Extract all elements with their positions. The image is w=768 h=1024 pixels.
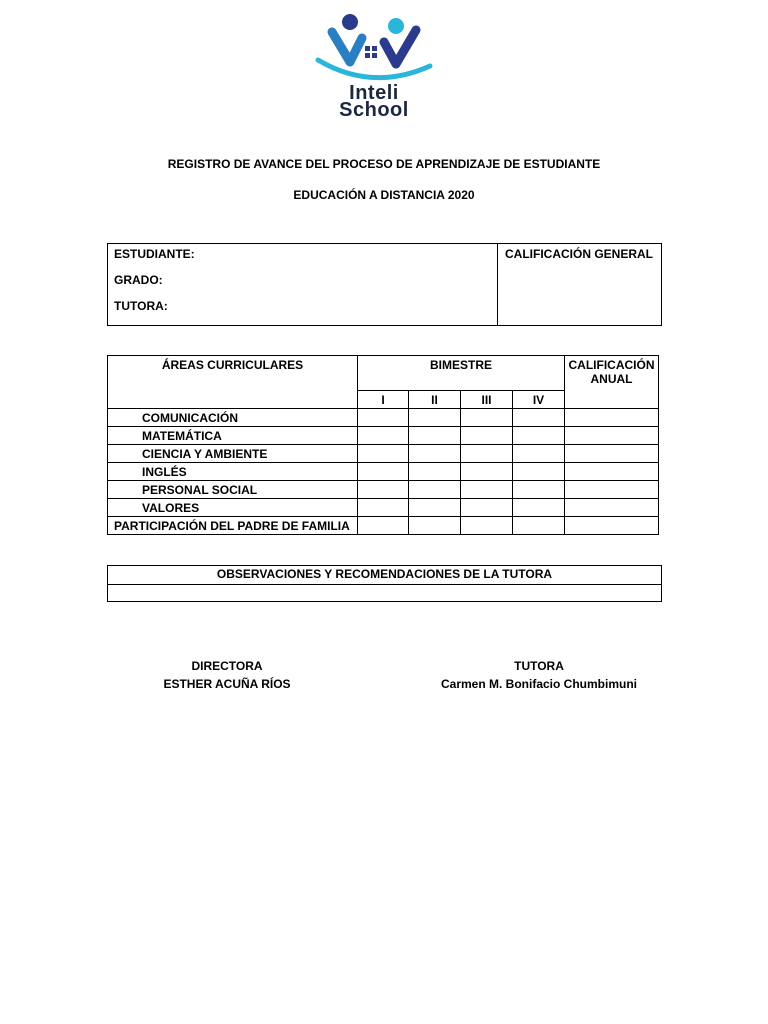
student-info-divider bbox=[497, 243, 498, 326]
table-row bbox=[108, 445, 659, 463]
grade-cell bbox=[358, 409, 409, 427]
area-name: PARTICIPACIÓN DEL PADRE DE FAMILIA bbox=[108, 517, 358, 535]
grade-cell bbox=[461, 409, 513, 427]
bimestre-col-1: I bbox=[358, 391, 409, 409]
observations-box bbox=[107, 565, 662, 602]
grade-cell bbox=[513, 409, 565, 427]
areas-header: ÁREAS CURRICULARES bbox=[108, 356, 358, 409]
grades-table bbox=[107, 355, 659, 535]
tutor-label: TUTORA: bbox=[114, 299, 168, 313]
logo-mark-icon bbox=[312, 12, 436, 82]
grade-cell bbox=[409, 481, 461, 499]
grade-cell bbox=[358, 499, 409, 517]
annual-grade-cell bbox=[565, 409, 659, 427]
grade-cell bbox=[461, 445, 513, 463]
bimestre-col-2: II bbox=[409, 391, 461, 409]
bimestre-col-4: IV bbox=[513, 391, 565, 409]
tutor-role: TUTORA bbox=[514, 659, 564, 673]
grade-cell bbox=[409, 409, 461, 427]
grade-cell bbox=[461, 427, 513, 445]
grade-cell bbox=[513, 427, 565, 445]
director-role: DIRECTORA bbox=[191, 659, 263, 673]
grade-cell bbox=[461, 463, 513, 481]
student-label: ESTUDIANTE: bbox=[114, 247, 195, 261]
grade-cell bbox=[513, 463, 565, 481]
grade-cell bbox=[358, 463, 409, 481]
grade-cell bbox=[358, 445, 409, 463]
table-row bbox=[108, 409, 659, 427]
grade-cell bbox=[461, 517, 513, 535]
bimestre-header: BIMESTRE bbox=[358, 356, 565, 391]
grade-cell bbox=[409, 499, 461, 517]
grade-cell bbox=[358, 427, 409, 445]
annual-grade-cell bbox=[565, 481, 659, 499]
grade-cell bbox=[409, 517, 461, 535]
grade-cell bbox=[358, 517, 409, 535]
table-row bbox=[108, 481, 659, 499]
annual-grade-header-line1: CALIFICACIÓN bbox=[568, 358, 655, 372]
grade-cell bbox=[513, 517, 565, 535]
tutor-name: Carmen M. Bonifacio Chumbimuni bbox=[440, 677, 637, 691]
grade-cell bbox=[513, 481, 565, 499]
area-name: MATEMÁTICA bbox=[108, 427, 358, 445]
general-grade-label: CALIFICACIÓN GENERAL bbox=[505, 247, 653, 261]
grade-cell bbox=[409, 427, 461, 445]
student-info-box bbox=[107, 243, 662, 326]
annual-grade-cell bbox=[565, 517, 659, 535]
grade-cell bbox=[409, 445, 461, 463]
document-subtitle: EDUCACIÓN A DISTANCIA 2020 bbox=[293, 188, 475, 202]
inteli-school-logo bbox=[312, 12, 436, 122]
table-row bbox=[108, 517, 659, 535]
area-name: VALORES bbox=[108, 499, 358, 517]
table-row bbox=[108, 463, 659, 481]
area-name: INGLÉS bbox=[108, 463, 358, 481]
logo-text-inteli: Inteli bbox=[349, 82, 399, 104]
area-name: CIENCIA Y AMBIENTE bbox=[108, 445, 358, 463]
grade-cell bbox=[513, 499, 565, 517]
bimestre-col-3: III bbox=[461, 391, 513, 409]
table-row bbox=[108, 499, 659, 517]
area-name: COMUNICACIÓN bbox=[108, 409, 358, 427]
grade-label: GRADO: bbox=[114, 273, 163, 287]
grade-cell bbox=[461, 499, 513, 517]
observations-title: OBSERVACIONES Y RECOMENDACIONES DE LA TUTORA bbox=[108, 566, 661, 585]
annual-grade-header bbox=[565, 356, 659, 409]
annual-grade-header-line2: ANUAL bbox=[590, 372, 633, 386]
annual-grade-cell bbox=[565, 427, 659, 445]
grade-cell bbox=[358, 481, 409, 499]
logo-text-school: School bbox=[339, 99, 409, 121]
director-name: ESTHER ACUÑA RÍOS bbox=[163, 677, 291, 691]
annual-grade-cell bbox=[565, 463, 659, 481]
annual-grade-cell bbox=[565, 445, 659, 463]
area-name: PERSONAL SOCIAL bbox=[108, 481, 358, 499]
annual-grade-cell bbox=[565, 499, 659, 517]
grade-cell bbox=[513, 445, 565, 463]
grade-cell bbox=[409, 463, 461, 481]
table-row bbox=[108, 427, 659, 445]
document-title: REGISTRO DE AVANCE DEL PROCESO DE APRENDIZAJE DE ESTUDIANTE bbox=[167, 157, 601, 171]
grade-cell bbox=[461, 481, 513, 499]
